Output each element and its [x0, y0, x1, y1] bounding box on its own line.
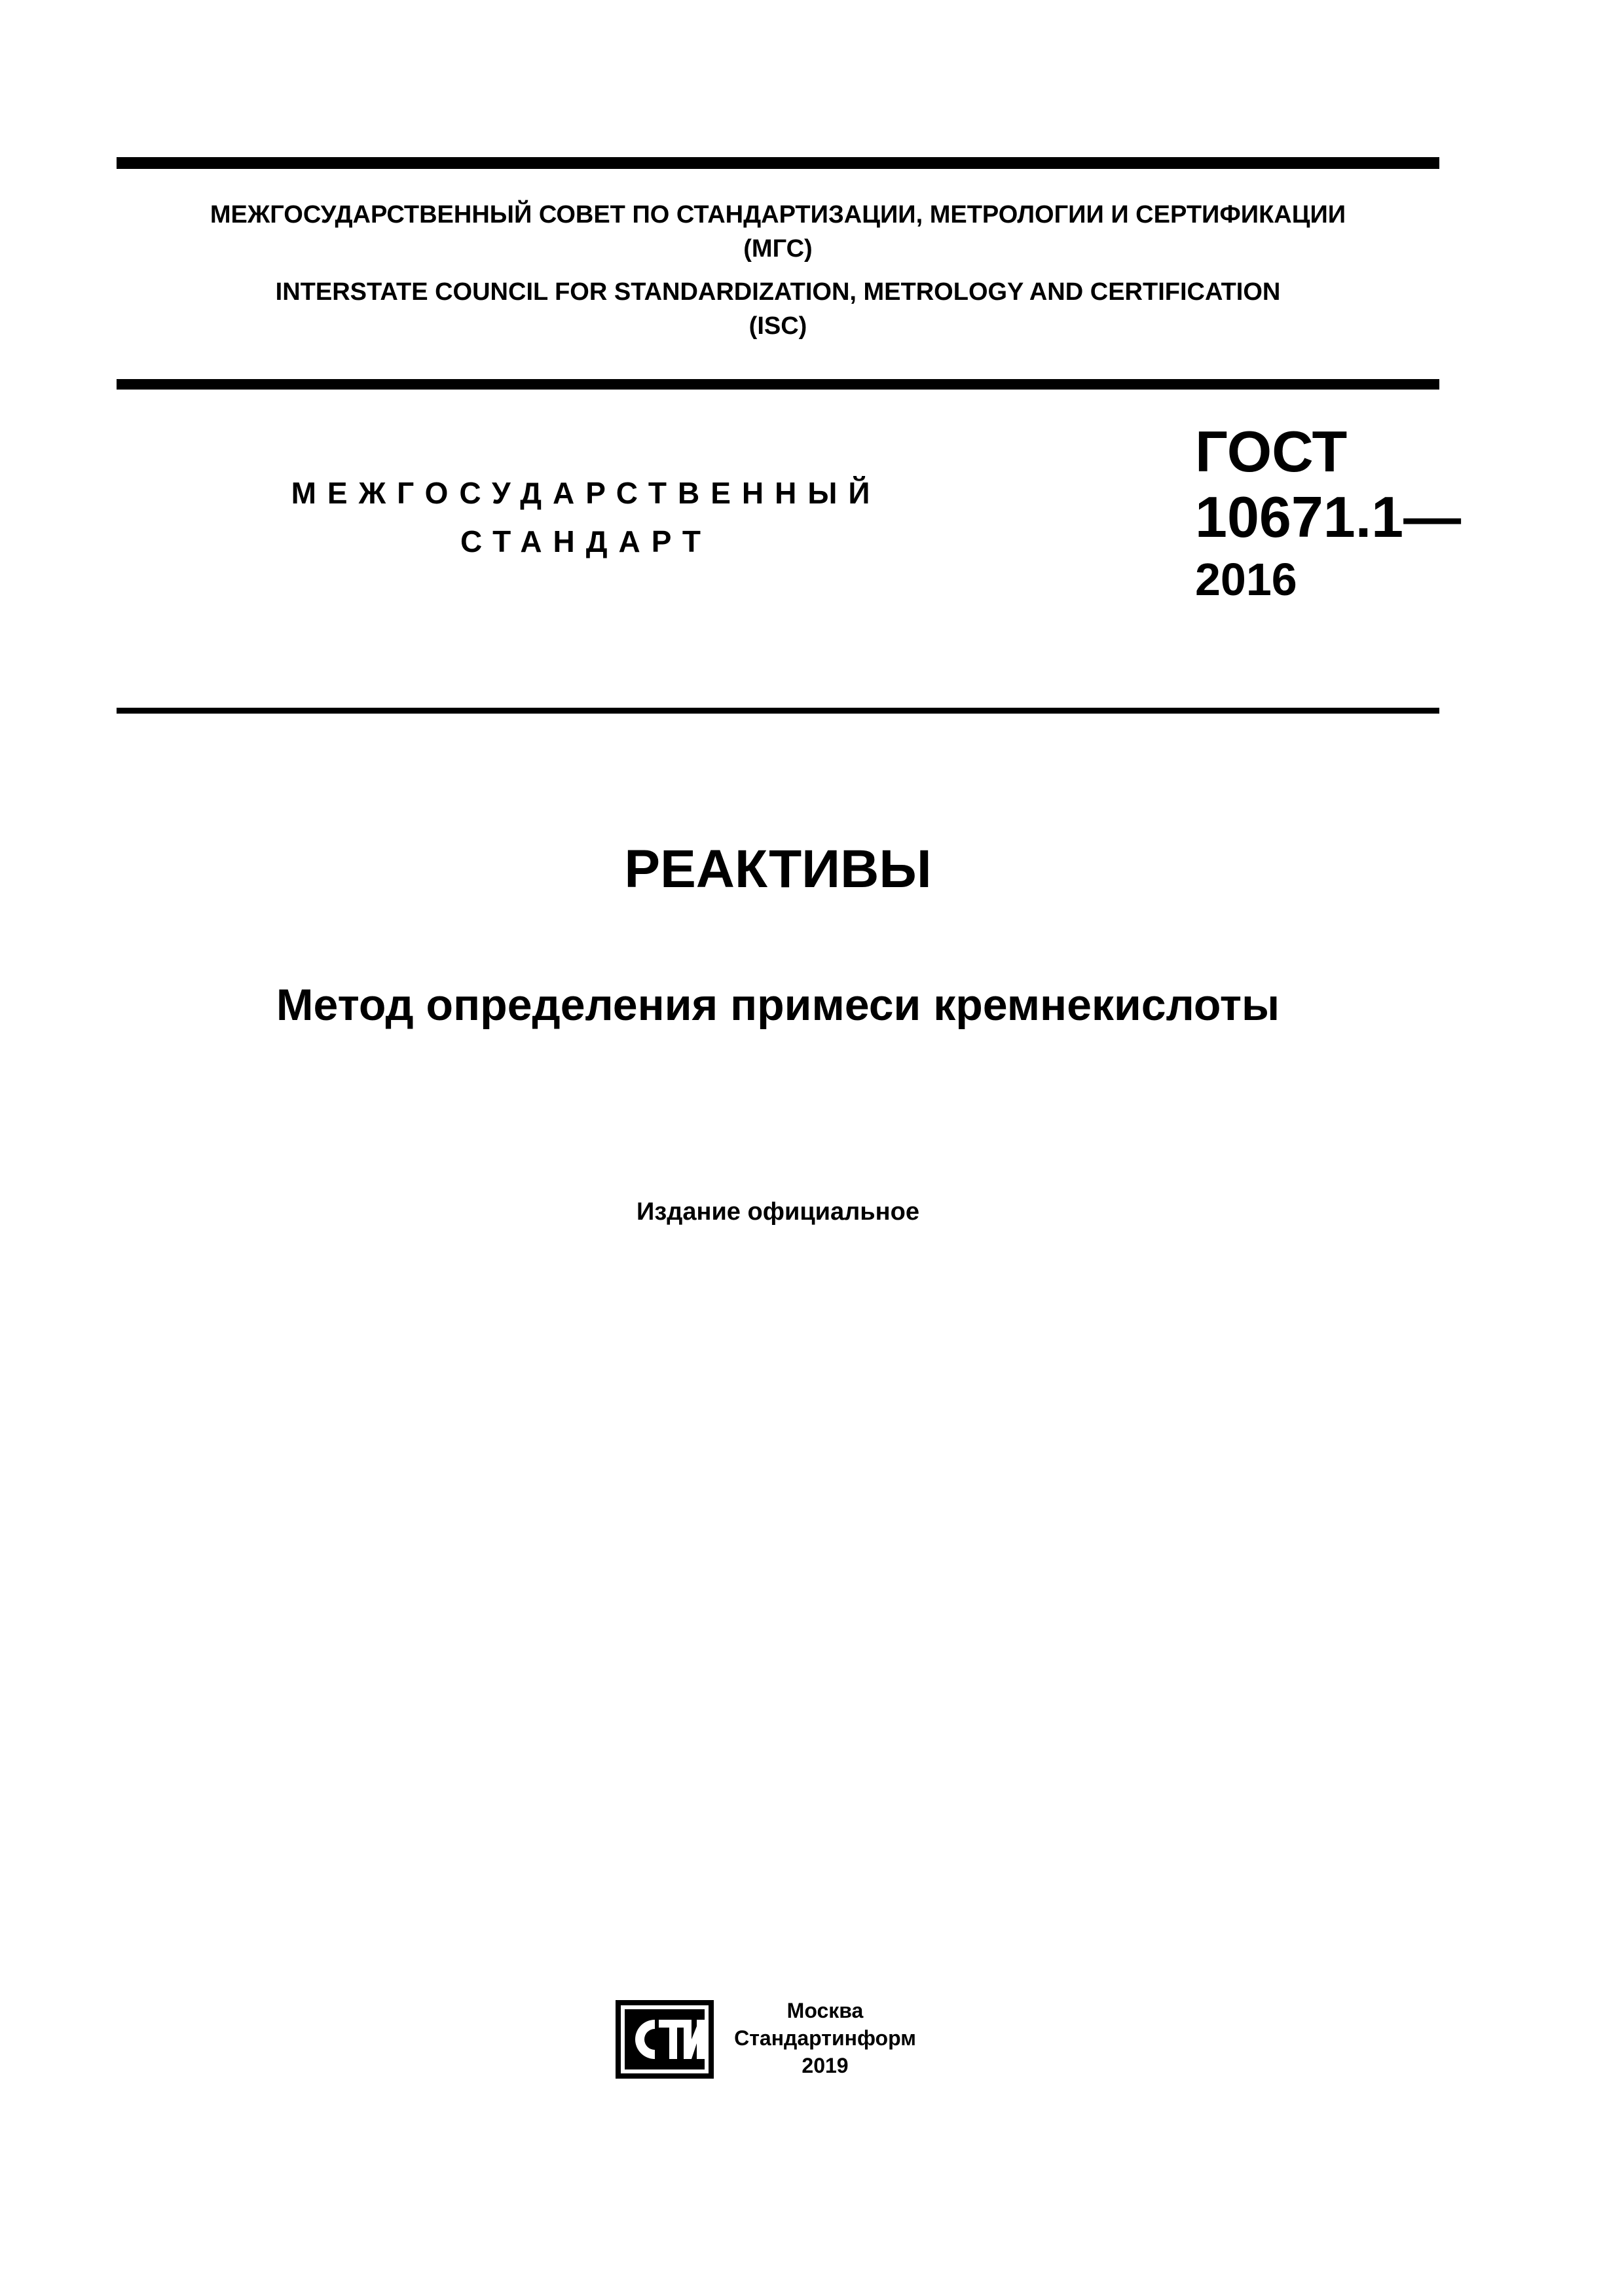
- middle-rule: [117, 379, 1439, 390]
- standard-year: 2016: [1195, 554, 1297, 605]
- imprint-publisher: Стандартинформ: [734, 2026, 916, 2050]
- standard-designation: [1195, 419, 1461, 609]
- lower-rule: [117, 708, 1439, 714]
- imprint: [727, 1997, 923, 2079]
- standartinform-logo-icon: [616, 2000, 714, 2079]
- council-name-ru: МЕЖГОСУДАРСТВЕННЫЙ СОВЕТ ПО СТАНДАРТИЗАЦИИ, МЕТРОЛОГИИ И СЕРТИФИКАЦИИ (МГС): [210, 201, 1346, 263]
- top-rule: [117, 157, 1439, 169]
- document-title: РЕАКТИВЫ: [624, 839, 932, 899]
- imprint-city: Москва: [786, 1999, 864, 2022]
- edition-note: Издание официальное: [637, 1198, 919, 1226]
- standard-number: 10671.1—: [1195, 484, 1462, 549]
- council-name-en: INTERSTATE COUNCIL FOR STANDARDIZATION, METROLOGY AND CERTIFICATION (ISC): [275, 278, 1281, 340]
- standard-prefix: ГОСТ: [1195, 419, 1348, 484]
- standard-kind: МЕЖГОСУДАРСТВЕННЫЙ СТАНДАРТ: [291, 476, 881, 558]
- document-subtitle: Метод определения примеси кремнекислоты: [276, 980, 1280, 1030]
- imprint-year: 2019: [802, 2054, 849, 2077]
